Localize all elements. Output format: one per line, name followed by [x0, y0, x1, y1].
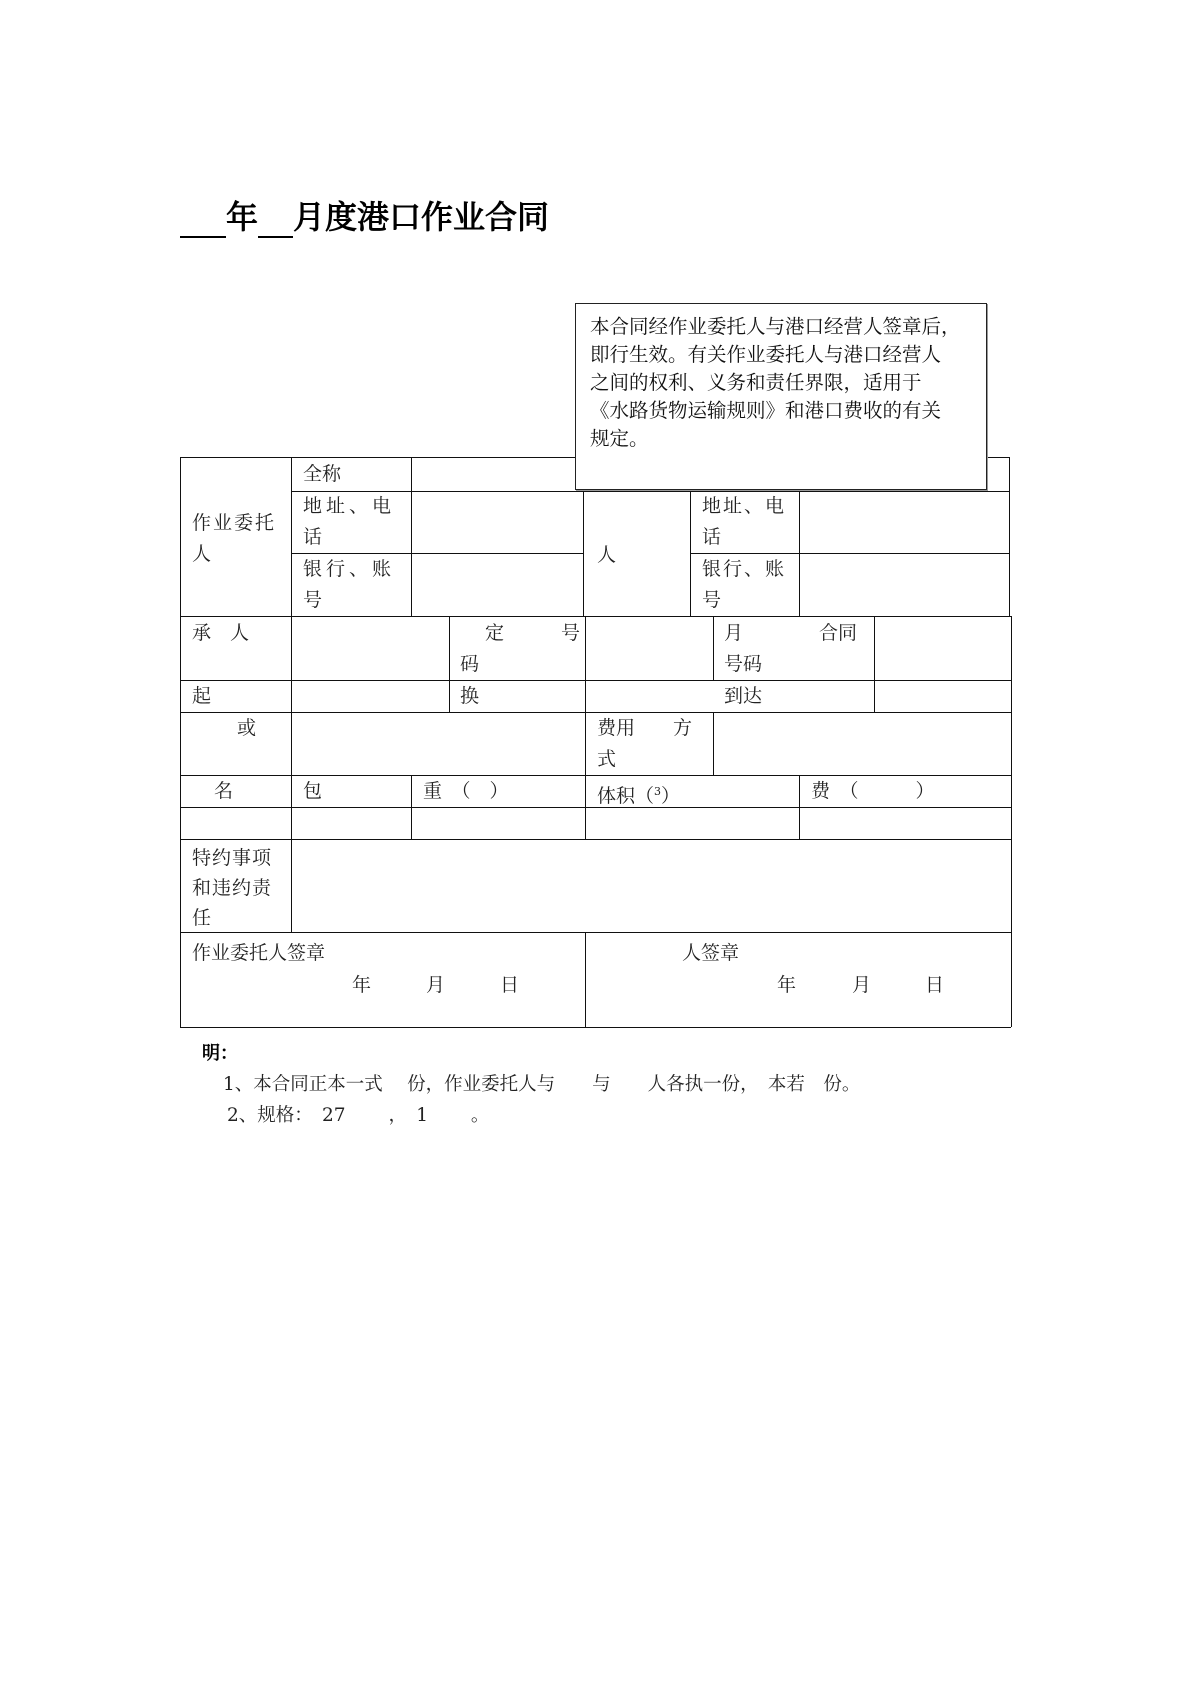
label-line: 银行、账: [702, 558, 787, 580]
client-label-line: 作业委托: [192, 512, 277, 534]
volume-prefix: 体积（: [597, 785, 655, 807]
operator-bank-label: [702, 554, 786, 616]
grid-line: [583, 491, 584, 616]
client-bank-field[interactable]: [411, 553, 583, 616]
package-field[interactable]: [291, 807, 411, 839]
client-sign-date-day: 日: [500, 974, 520, 996]
booking-number-field[interactable]: [585, 616, 713, 680]
client-address-label: [303, 491, 395, 553]
notice-line: 《水路货物运输规则》和港口费收的有关: [590, 399, 942, 422]
monthly-contract-number-label: [724, 618, 857, 680]
operator-address-field[interactable]: [799, 491, 1009, 553]
notes-item-1: 1、本合同正本一式 份，作业委托人与 与 人各执一份， 本若 份。: [223, 1074, 861, 1095]
fee-header: 费 （ ）: [811, 780, 935, 802]
grid-line: [713, 616, 714, 680]
label-line: 号码: [724, 653, 763, 675]
client-sign-date-year: 年: [352, 974, 372, 996]
notice-line: 之间的权利、义务和责任界限，适用于: [590, 371, 922, 394]
label-line: 地址、电: [702, 495, 787, 517]
fee-field[interactable]: [799, 807, 1011, 839]
client-full-name-field[interactable]: [411, 457, 581, 491]
label-line: 费用 方: [597, 717, 693, 739]
client-signature-area[interactable]: [180, 932, 585, 1027]
or-field[interactable]: [291, 712, 585, 775]
label-line: 月 合同: [724, 622, 858, 644]
grid-line: [1011, 616, 1012, 1027]
client-bank-label: [303, 554, 395, 616]
fee-method-field[interactable]: [713, 712, 1011, 775]
package-header: 包: [303, 780, 323, 802]
label-line: 话: [303, 526, 323, 548]
label-line: 任: [192, 907, 212, 929]
label-line: 地址、电: [303, 495, 396, 517]
operator-signature-area[interactable]: [585, 932, 1011, 1027]
notice-box: [575, 303, 987, 490]
grid-line: [690, 491, 691, 616]
client-label-line: 人: [192, 543, 212, 565]
weight-field[interactable]: [411, 807, 585, 839]
cargo-name-header: 名: [214, 780, 234, 802]
client-section-label: [192, 508, 276, 570]
label-line: 特约事项: [192, 847, 273, 869]
grid-line: [585, 712, 586, 775]
notes-heading: 明：: [202, 1043, 238, 1064]
fee-method-label: [597, 713, 692, 775]
transfer-port-label: 换: [460, 685, 480, 707]
notice-line: 即行生效。有关作业委托人与港口经营人: [590, 343, 942, 366]
notice-line: 本合同经作业委托人与港口经营人签章后，: [590, 315, 961, 338]
client-signature-label: 作业委托人签章: [192, 942, 326, 964]
start-port-label: 起: [192, 685, 212, 707]
weight-header: 重 （ ）: [423, 780, 509, 802]
grid-line: [449, 616, 450, 712]
operator-section-label: 人: [597, 544, 617, 566]
notes-item-2: 2、规格： 27 ， 1 。: [227, 1105, 490, 1126]
grid-line: [291, 457, 292, 616]
volume-field[interactable]: [585, 807, 799, 839]
grid-line: [180, 1027, 1011, 1028]
start-port-field[interactable]: [291, 680, 449, 712]
operator-signature-label: 人签章: [682, 942, 740, 964]
label-line: 银行、账: [303, 558, 396, 580]
transfer-port-field[interactable]: [585, 680, 713, 712]
label-line: 码: [460, 653, 480, 675]
monthly-contract-number-field[interactable]: [874, 616, 1011, 680]
carrier-label: 承 人: [192, 622, 250, 644]
month-blank: [258, 206, 293, 238]
label-line: 定 号: [485, 622, 581, 644]
volume-suffix: ）: [661, 785, 681, 807]
label-line: 号: [303, 589, 323, 611]
label-line: 号: [702, 589, 722, 611]
booking-number-label: [460, 618, 580, 680]
special-terms-field[interactable]: [291, 839, 1011, 932]
label-line: 式: [597, 748, 617, 770]
arrival-port-label: 到达: [724, 685, 763, 707]
title-year-text: 年: [226, 198, 259, 236]
operator-sign-date-year: 年: [777, 974, 797, 996]
label-line: 话: [702, 526, 722, 548]
volume-sup: 3: [654, 785, 662, 798]
label-line: 和违约责: [192, 877, 273, 899]
operator-sign-date-day: 日: [925, 974, 945, 996]
operator-bank-field[interactable]: [799, 553, 1009, 616]
client-sign-date-month: 月: [426, 974, 446, 996]
notice-line: 规定。: [590, 427, 649, 450]
client-address-field[interactable]: [411, 491, 583, 553]
grid-line: [1009, 457, 1010, 616]
operator-address-label: [702, 491, 786, 553]
client-full-name-label: 全称: [303, 463, 342, 485]
carrier-field[interactable]: [291, 616, 449, 680]
cargo-name-field[interactable]: [180, 807, 291, 839]
document-title: [180, 192, 549, 238]
operator-sign-date-month: 月: [852, 974, 872, 996]
special-terms-label: [192, 843, 272, 933]
arrival-port-field[interactable]: [874, 680, 1011, 712]
year-blank: [180, 206, 226, 238]
or-label: 或: [237, 717, 257, 739]
title-main-text: 月度港口作业合同: [293, 198, 550, 236]
